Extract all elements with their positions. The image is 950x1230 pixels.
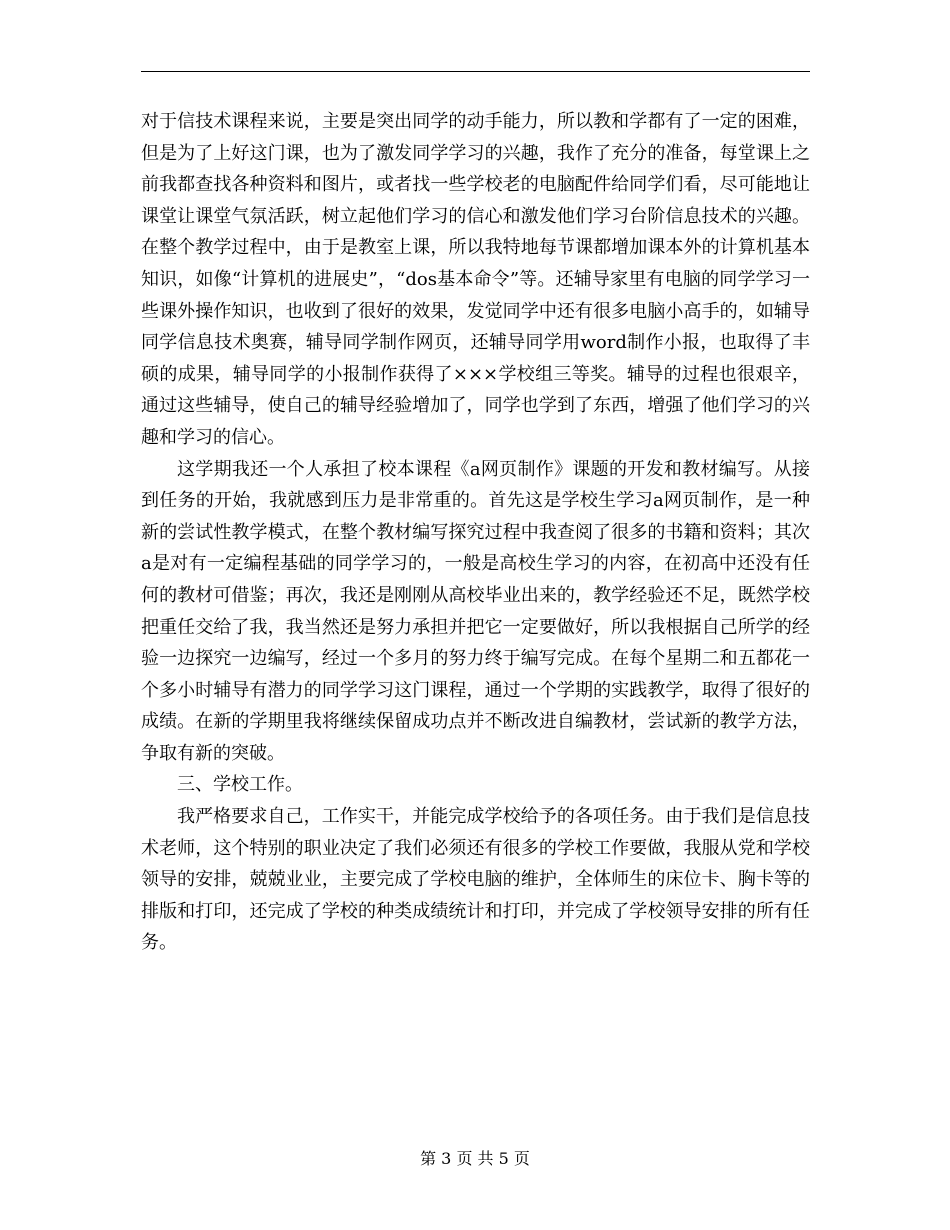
section-heading-school-work: 三、学校工作。	[177, 774, 303, 796]
header-rule	[141, 71, 810, 72]
paragraph-2: 这学期我还一个人承担了校本课程《a网页制作》课题的开发和教材编写。从接到任务的开始，我就感到压力是非常重的。首先这是学校生学习a网页制作，是一种新的尝试性教学模式，在整个教材编写探究过程中我查阅了很多的书籍和资料；其次a是对有一定编程基础的同学学习的，一般是高校生学习的内容，在初高中还没有任何的教材可借鉴；再次，我还是刚刚从高校毕业出来的，教学经验还不足，既然学校把重任交给了我，我当然还是努力承担并把它一定要做好，所以我根据自己所学的经验一边探究一边编写，经过一个多月的努力终于编写完成。在每个星期二和五都花一个多小时辅导有潜力的同学学习这门课程，通过一个学期的实践教学，取得了很好的成绩。在新的学期里我将继续保留成功点并不断改进自编教材，尝试新的教学方法，争取有新的突破。	[141, 458, 810, 764]
page-number-footer: 第 3 页 共 5 页	[420, 1149, 530, 1168]
paragraph-1: 对于信技术课程来说，主要是突出同学的动手能力，所以教和学都有了一定的困难，但是为了上好这门课，也为了激发同学学习的兴趣，我作了充分的准备，每堂课上之前我都查找各种资料和图片，或者找一些学校老的电脑配件给同学们看，尽可能地让课堂让课堂气氛活跃，树立起他们学习的信心和激发他们学习台阶信息技术的兴趣。在整个教学过程中，由于是教室上课，所以我特地每节课都增加课本外的计算机基本知识，如像“计算机的进展史”，“dos基本命令”等。还辅导家里有电脑的同学学习一些课外操作知识，也收到了很好的效果，发觉同学中还有很多电脑小高手的，如辅导同学信息技术奥赛，辅导同学制作网页，还辅导同学用word制作小报，也取得了丰硕的成果，辅导同学的小报制作获得了×××学校组三等奖。辅导的过程也很艰辛，通过这些辅导，使自己的辅导经验增加了，同学也学到了东西，增强了他们学习的兴趣和学习的信心。	[141, 111, 810, 448]
paragraph-3: 我严格要求自己，工作实干，并能完成学校给予的各项任务。由于我们是信息技术老师，这个特别的职业决定了我们必须还有很多的学校工作要做，我服从党和学校领导的安排，兢兢业业，主要完成了学校电脑的维护，全体师生的床位卡、胸卡等的排版和打印，还完成了学校的种类成绩统计和打印，并完成了学校领导安排的所有任务。	[141, 806, 810, 954]
document-body	[141, 106, 810, 959]
